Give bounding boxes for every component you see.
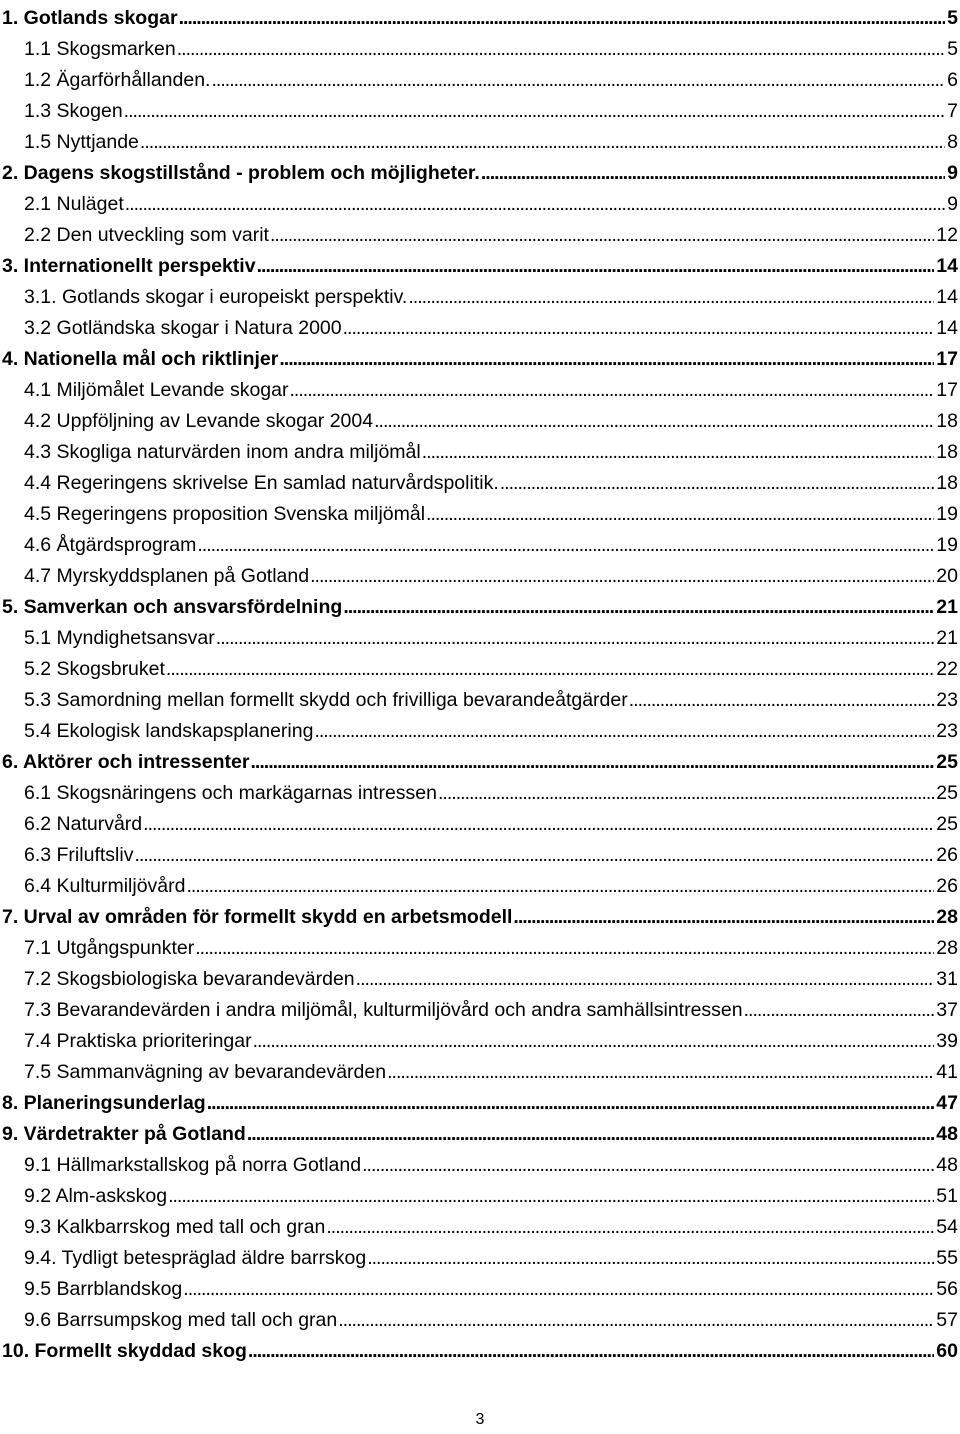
- toc-entry-title: 9.5 Barrblandskog: [24, 1278, 183, 1300]
- dot-leader: [250, 749, 934, 775]
- toc-entry-title: 7.1 Utgångspunkter: [24, 937, 195, 959]
- toc-entry-title: 9.1 Hällmarkstallskog på norra Gotland: [24, 1154, 362, 1176]
- dot-leader: [374, 408, 934, 434]
- toc-entry-title: 6.3 Friluftsliv: [24, 844, 134, 866]
- toc-entry-page-number: 55: [936, 1247, 958, 1269]
- toc-entry-page-number: 48: [936, 1123, 958, 1145]
- toc-entry-page-number: 26: [936, 875, 958, 897]
- toc-section-entry[interactable]: [24, 558, 958, 589]
- dot-leader: [338, 1307, 934, 1333]
- toc-section-entry[interactable]: [24, 434, 958, 465]
- toc-entry-title: 1.3 Skogen: [24, 100, 123, 122]
- toc-section-entry[interactable]: [24, 1178, 958, 1209]
- toc-section-entry[interactable]: [24, 372, 958, 403]
- toc-entry-page-number: 19: [936, 503, 958, 525]
- toc-section-entry[interactable]: [24, 651, 958, 682]
- toc-entry-page-number: 57: [936, 1309, 958, 1331]
- toc-entry-title: 4.7 Myrskyddsplanen på Gotland: [24, 565, 310, 587]
- toc-chapter-entry[interactable]: [2, 248, 958, 279]
- dot-leader: [270, 222, 934, 248]
- toc-entry-title: 5.2 Skogsbruket: [24, 658, 165, 680]
- toc-entry-title: 7.4 Praktiska prioriteringar: [24, 1030, 252, 1052]
- toc-entry-title: 3. Internationellt perspektiv: [2, 255, 256, 277]
- dot-leader: [426, 501, 934, 527]
- toc-entry-title: 6.1 Skogsnäringens och markägarnas intressen: [24, 782, 437, 804]
- toc-entry-page-number: 20: [936, 565, 958, 587]
- dot-leader: [179, 5, 946, 31]
- toc-entry-page-number: 21: [936, 596, 958, 618]
- toc-entry-title: 6. Aktörer och intressenter: [2, 751, 250, 773]
- toc-entry-title: 7. Urval av områden för formellt skydd en arbetsmodell: [2, 906, 513, 928]
- toc-section-entry[interactable]: [24, 1209, 958, 1240]
- toc-entry-title: 7.5 Sammanvägning av bevarandevärden: [24, 1061, 387, 1083]
- toc-entry-title: 1.2 Ägarförhållanden.: [24, 69, 211, 91]
- toc-chapter-entry[interactable]: [2, 589, 958, 620]
- dot-leader: [500, 470, 935, 496]
- toc-chapter-entry[interactable]: [2, 1116, 958, 1147]
- dot-leader: [177, 36, 945, 62]
- toc-section-entry[interactable]: [24, 279, 958, 310]
- toc-entry-page-number: 9: [947, 162, 958, 184]
- dot-leader: [124, 98, 945, 124]
- toc-section-entry[interactable]: [24, 403, 958, 434]
- dot-leader: [183, 1276, 934, 1302]
- toc-entry-title: 7.3 Bevarandevärden i andra miljömål, kulturmiljövård och andra samhällsintressen: [24, 999, 743, 1021]
- toc-entry-page-number: 6: [947, 69, 958, 91]
- dot-leader: [211, 67, 945, 93]
- toc-entry-title: 4.1 Miljömålet Levande skogar: [24, 379, 289, 401]
- toc-entry-title: 6.4 Kulturmiljövård: [24, 875, 186, 897]
- toc-entry-title: 2.2 Den utveckling som varit: [24, 224, 269, 246]
- toc-section-entry[interactable]: [24, 496, 958, 527]
- page-number: 3: [475, 1411, 485, 1428]
- toc-section-entry[interactable]: [24, 992, 958, 1023]
- toc-section-entry[interactable]: [24, 217, 958, 248]
- toc-chapter-entry[interactable]: [2, 1333, 958, 1364]
- toc-section-entry[interactable]: [24, 186, 958, 217]
- toc-entry-title: 10. Formellt skyddad skog: [2, 1340, 247, 1362]
- toc-entry-title: 9. Värdetrakter på Gotland: [2, 1123, 246, 1145]
- toc-entry-title: 1. Gotlands skogar: [2, 7, 178, 29]
- toc-chapter-entry[interactable]: [2, 899, 958, 930]
- toc-entry-page-number: 14: [936, 255, 958, 277]
- dot-leader: [197, 532, 934, 558]
- toc-section-entry[interactable]: [24, 1023, 958, 1054]
- toc-entry-title: 8. Planeringsunderlag: [2, 1092, 206, 1114]
- toc-section-entry[interactable]: [24, 124, 958, 155]
- toc-section-entry[interactable]: [24, 1240, 958, 1271]
- dot-leader: [134, 842, 934, 868]
- toc-entry-page-number: 19: [936, 534, 958, 556]
- toc-entry-page-number: 51: [936, 1185, 958, 1207]
- toc-section-entry[interactable]: [24, 1271, 958, 1302]
- toc-entry-page-number: 25: [936, 782, 958, 804]
- dot-leader: [356, 966, 935, 992]
- toc-entry-page-number: 41: [936, 1061, 958, 1083]
- toc-entry-title: 5.3 Samordning mellan formellt skydd och frivilliga bevarandeåtgärder: [24, 689, 628, 711]
- toc-entry-page-number: 47: [936, 1092, 958, 1114]
- toc-section-entry[interactable]: [24, 837, 958, 868]
- dot-leader: [247, 1121, 934, 1147]
- toc-entry-page-number: 18: [936, 410, 958, 432]
- dot-leader: [248, 1338, 934, 1364]
- toc-section-entry[interactable]: [24, 713, 958, 744]
- dot-leader: [140, 129, 945, 155]
- toc-section-entry[interactable]: [24, 31, 958, 62]
- toc-entry-title: 2. Dagens skogstillstånd - problem och möjligheter.: [2, 162, 480, 184]
- toc-entry-title: 4.2 Uppföljning av Levande skogar 2004: [24, 410, 374, 432]
- toc-entry-page-number: 25: [936, 813, 958, 835]
- toc-section-entry[interactable]: [24, 806, 958, 837]
- toc-section-entry[interactable]: [24, 62, 958, 93]
- toc-entry-title: 3.1. Gotlands skogar i europeiskt perspektiv.: [24, 286, 408, 308]
- dot-leader: [343, 315, 935, 341]
- toc-entry-title: 5.1 Myndighetsansvar: [24, 627, 215, 649]
- toc-entry-page-number: 5: [947, 38, 958, 60]
- dot-leader: [408, 284, 934, 310]
- dot-leader: [387, 1059, 934, 1085]
- dot-leader: [289, 377, 934, 403]
- dot-leader: [314, 718, 934, 744]
- dot-leader: [367, 1245, 934, 1271]
- toc-entry-title: 4.4 Regeringens skrivelse En samlad naturvårdspolitik.: [24, 472, 499, 494]
- toc-chapter-entry[interactable]: [2, 341, 958, 372]
- toc-entry-page-number: 28: [936, 937, 958, 959]
- toc-entry-page-number: 17: [936, 379, 958, 401]
- toc-entry-page-number: 25: [936, 751, 958, 773]
- toc-entry-page-number: 54: [936, 1216, 958, 1238]
- toc-entry-page-number: 18: [936, 441, 958, 463]
- toc-entry-page-number: 28: [936, 906, 958, 928]
- dot-leader: [143, 811, 934, 837]
- dot-leader: [438, 780, 934, 806]
- dot-leader: [513, 904, 934, 930]
- toc-entry-title: 4.3 Skogliga naturvärden inom andra miljömål: [24, 441, 421, 463]
- dot-leader: [310, 563, 934, 589]
- toc-section-entry[interactable]: [24, 775, 958, 806]
- toc-entry-page-number: 48: [936, 1154, 958, 1176]
- toc-entry-title: 9.4. Tydligt betespräglad äldre barrskog: [24, 1247, 367, 1269]
- dot-leader: [343, 594, 934, 620]
- toc-entry-page-number: 26: [936, 844, 958, 866]
- dot-leader: [362, 1152, 934, 1178]
- toc-entry-page-number: 12: [936, 224, 958, 246]
- toc-chapter-entry[interactable]: [2, 0, 958, 31]
- toc-chapter-entry[interactable]: [2, 1085, 958, 1116]
- toc-section-entry[interactable]: [24, 465, 958, 496]
- toc-entry-title: 9.3 Kalkbarrskog med tall och gran: [24, 1216, 326, 1238]
- toc-entry-page-number: 31: [936, 968, 958, 990]
- toc-entry-page-number: 23: [936, 689, 958, 711]
- toc-entry-title: 5.4 Ekologisk landskapsplanering: [24, 720, 314, 742]
- dot-leader: [216, 625, 935, 651]
- toc-section-entry[interactable]: [24, 527, 958, 558]
- toc-entry-title: 4.5 Regeringens proposition Svenska miljömål: [24, 503, 426, 525]
- dot-leader: [125, 191, 945, 217]
- dot-leader: [168, 1183, 934, 1209]
- toc-entry-title: 6.2 Naturvård: [24, 813, 143, 835]
- toc-entry-title: 5. Samverkan och ansvarsfördelning: [2, 596, 343, 618]
- dot-leader: [326, 1214, 934, 1240]
- toc-entry-page-number: 14: [936, 286, 958, 308]
- toc-entry-page-number: 39: [936, 1030, 958, 1052]
- toc-section-entry[interactable]: [24, 310, 958, 341]
- dot-leader: [279, 346, 934, 372]
- toc-entry-page-number: 56: [936, 1278, 958, 1300]
- toc-section-entry[interactable]: [24, 93, 958, 124]
- dot-leader: [422, 439, 935, 465]
- toc-section-entry[interactable]: [24, 682, 958, 713]
- toc-section-entry[interactable]: [24, 620, 958, 651]
- toc-section-entry[interactable]: [24, 1054, 958, 1085]
- toc-entry-page-number: 22: [936, 658, 958, 680]
- dot-leader: [195, 935, 934, 961]
- dot-leader: [629, 687, 935, 713]
- toc-entry-title: 1.1 Skogsmarken: [24, 38, 176, 60]
- toc-entry-title: 4. Nationella mål och riktlinjer: [2, 348, 279, 370]
- toc-entry-title: 7.2 Skogsbiologiska bevarandevärden: [24, 968, 355, 990]
- toc-entry-page-number: 9: [947, 193, 958, 215]
- dot-leader: [253, 1028, 935, 1054]
- dot-leader: [744, 997, 935, 1023]
- dot-leader: [481, 160, 945, 186]
- toc-section-entry[interactable]: [24, 1302, 958, 1333]
- dot-leader: [186, 873, 934, 899]
- toc-chapter-entry[interactable]: [2, 155, 958, 186]
- toc-entry-page-number: 5: [947, 7, 958, 29]
- toc-entry-title: 3.2 Gotländska skogar i Natura 2000: [24, 317, 342, 339]
- toc-entry-title: 2.1 Nuläget: [24, 193, 124, 215]
- toc-entry-page-number: 7: [947, 100, 958, 122]
- toc-entry-page-number: 23: [936, 720, 958, 742]
- toc-entry-page-number: 21: [936, 627, 958, 649]
- toc-section-entry[interactable]: [24, 930, 958, 961]
- toc-section-entry[interactable]: [24, 1147, 958, 1178]
- toc-entry-title: 4.6 Åtgärdsprogram: [24, 534, 197, 556]
- dot-leader: [207, 1090, 935, 1116]
- toc-section-entry[interactable]: [24, 961, 958, 992]
- toc-chapter-entry[interactable]: [2, 744, 958, 775]
- toc-entry-title: 9.6 Barrsumpskog med tall och gran: [24, 1309, 338, 1331]
- dot-leader: [257, 253, 935, 279]
- toc-entry-page-number: 14: [936, 317, 958, 339]
- toc-entry-page-number: 17: [936, 348, 958, 370]
- toc-section-entry[interactable]: [24, 868, 958, 899]
- toc-entry-title: 9.2 Alm-askskog: [24, 1185, 168, 1207]
- dot-leader: [166, 656, 934, 682]
- toc-entry-page-number: 37: [936, 999, 958, 1021]
- toc-entry-title: 1.5 Nyttjande: [24, 131, 139, 153]
- toc-entry-page-number: 60: [936, 1340, 958, 1362]
- toc-entry-page-number: 8: [947, 131, 958, 153]
- toc-entry-page-number: 18: [936, 472, 958, 494]
